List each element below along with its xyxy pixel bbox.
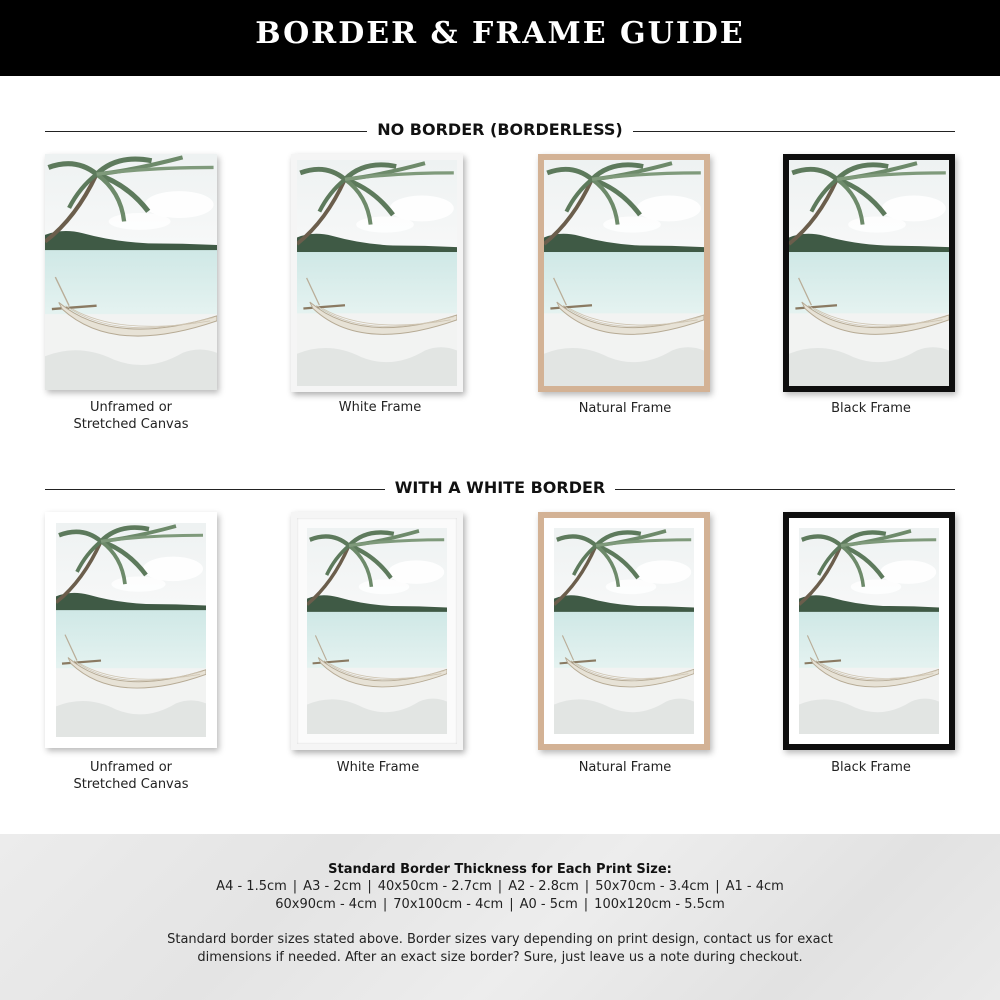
size-item: A0 - 5cm	[519, 897, 578, 912]
separator: |	[583, 897, 589, 912]
separator: |	[715, 879, 720, 894]
size-item: A3 - 2cm	[303, 879, 362, 894]
caption-natural-frame: Natural Frame	[578, 760, 672, 775]
print-unframed-white-border[interactable]	[45, 512, 217, 748]
size-item: A2 - 2.8cm	[508, 879, 579, 894]
sizes-row-2	[0, 897, 1000, 912]
print-natural-frame-borderless[interactable]	[538, 154, 710, 392]
caption-white-frame: White Frame	[336, 760, 420, 775]
caption-white-frame: White Frame	[338, 400, 422, 415]
size-item: 50x70cm - 3.4cm	[595, 879, 710, 894]
caption-black-frame: Black Frame	[831, 760, 911, 775]
footer-note-line-2: dimensions if needed. After an exact size border? Sure, just leave us a note during checkout.	[197, 950, 803, 965]
header-banner	[0, 0, 1000, 76]
artwork-photo-icon	[307, 528, 447, 734]
sizes-row-1	[0, 879, 1000, 894]
section-heading: WITH A WHITE BORDER	[385, 478, 615, 497]
separator: |	[497, 879, 503, 894]
section-title-white-border	[0, 478, 1000, 502]
print-black-frame-white-border[interactable]	[783, 512, 955, 750]
artwork-photo-icon	[554, 528, 694, 734]
page-title: BORDER & FRAME GUIDE	[255, 16, 745, 51]
print-white-frame-white-border[interactable]	[291, 512, 463, 750]
separator: |	[382, 897, 388, 912]
size-item: 70x100cm - 4cm	[393, 897, 504, 912]
print-unframed-borderless[interactable]	[45, 154, 217, 390]
size-item: 40x50cm - 2.7cm	[377, 879, 492, 894]
footer-note-line-1: Standard border sizes stated above. Border sizes vary depending on print design, contact us for exact	[167, 932, 833, 947]
artwork-photo-icon	[56, 523, 206, 737]
separator: |	[292, 879, 298, 894]
size-item: A1 - 4cm	[725, 879, 784, 894]
footer-title: Standard Border Thickness for Each Print Size:	[328, 862, 672, 877]
footer-panel	[0, 834, 1000, 1000]
print-natural-frame-white-border[interactable]	[538, 512, 710, 750]
print-black-frame-borderless[interactable]	[783, 154, 955, 392]
separator: |	[584, 879, 590, 894]
section-title-no-border	[0, 120, 1000, 144]
artwork-photo-icon	[789, 160, 949, 386]
caption-natural-frame: Natural Frame	[578, 401, 672, 416]
caption-black-frame: Black Frame	[831, 401, 911, 416]
separator: |	[367, 879, 372, 894]
artwork-photo-icon	[799, 528, 939, 734]
caption-unframed: Unframed or Stretched Canvas	[73, 760, 189, 792]
separator: |	[509, 897, 514, 912]
caption-unframed: Unframed or Stretched Canvas	[73, 400, 189, 432]
section-heading: NO BORDER (BORDERLESS)	[367, 120, 633, 139]
artwork-photo-icon	[45, 154, 217, 390]
size-item: A4 - 1.5cm	[216, 879, 287, 894]
size-item: 60x90cm - 4cm	[275, 897, 377, 912]
artwork-photo-icon	[297, 160, 457, 386]
print-white-frame-borderless[interactable]	[291, 154, 463, 392]
size-item: 100x120cm - 5.5cm	[594, 897, 725, 912]
artwork-photo-icon	[544, 160, 704, 386]
